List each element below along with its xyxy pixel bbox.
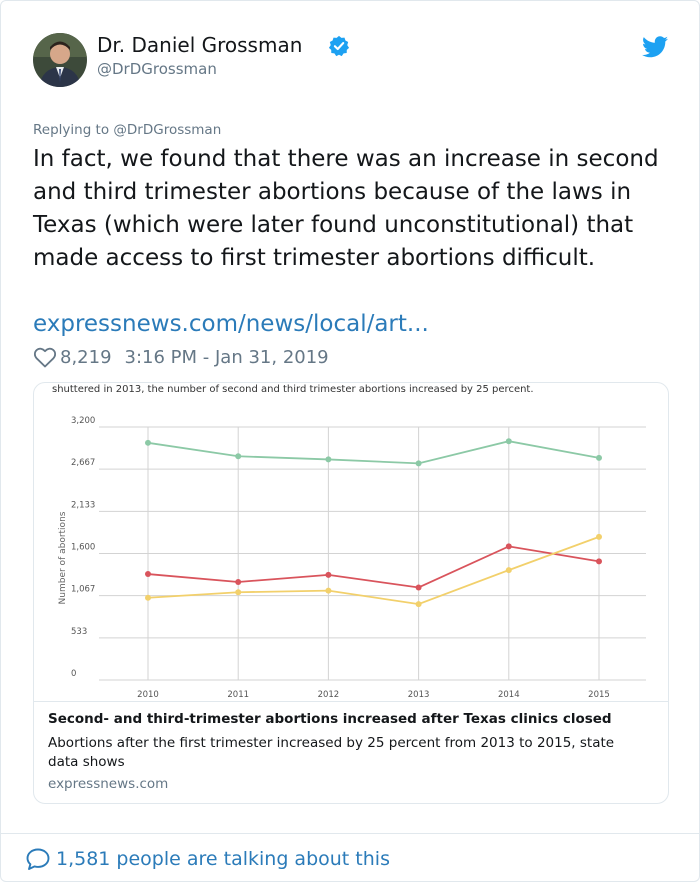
conversation-link[interactable] bbox=[25, 846, 390, 872]
y-tick-label: 2,133 bbox=[71, 500, 96, 511]
y-axis-label: Number of abortions bbox=[58, 511, 68, 605]
data-point bbox=[145, 571, 151, 577]
card-title[interactable]: Second- and third-trimester abortions increased after Texas clinics closed bbox=[48, 711, 612, 727]
y-tick-label: 0 bbox=[71, 669, 77, 679]
tweet-link[interactable]: expressnews.com/news/local/art... bbox=[33, 311, 429, 337]
chart-grid bbox=[99, 427, 646, 680]
x-tick-label: 2012 bbox=[317, 690, 340, 700]
x-tick-label: 2014 bbox=[497, 690, 520, 700]
series-line-3 bbox=[148, 537, 599, 604]
chart-series bbox=[145, 438, 602, 607]
author-name[interactable]: Dr. Daniel Grossman bbox=[97, 33, 303, 57]
verified-badge-icon bbox=[328, 35, 350, 57]
link-preview-card[interactable] bbox=[33, 382, 669, 804]
like-count[interactable]: 8,219 bbox=[60, 346, 112, 368]
twitter-bird-icon[interactable] bbox=[642, 36, 668, 58]
data-point bbox=[506, 567, 512, 573]
x-tick-label: 2015 bbox=[588, 690, 610, 700]
data-point bbox=[145, 595, 151, 601]
author-avatar[interactable] bbox=[33, 33, 87, 87]
data-point bbox=[145, 440, 151, 446]
data-point bbox=[596, 534, 602, 540]
x-tick-label: 2010 bbox=[137, 690, 159, 700]
data-point bbox=[235, 579, 241, 585]
data-point bbox=[235, 589, 241, 595]
chart-ticks bbox=[71, 416, 610, 700]
y-tick-label: 2,667 bbox=[71, 458, 96, 469]
card-description: Abortions after the first trimester increased by 25 percent from 2013 to 2015, state data shows bbox=[48, 735, 615, 770]
y-tick-label: 3,200 bbox=[71, 416, 96, 426]
data-point bbox=[596, 455, 602, 461]
series-line-2 bbox=[148, 546, 599, 587]
card-domain: expressnews.com bbox=[48, 776, 169, 792]
abortions-line-chart bbox=[34, 383, 668, 701]
data-point bbox=[325, 456, 331, 462]
author-handle[interactable]: @DrDGrossman bbox=[97, 60, 217, 78]
data-point bbox=[416, 460, 422, 466]
replying-to[interactable]: Replying to @DrDGrossman bbox=[33, 122, 222, 138]
tweet-text: In fact, we found that there was an increase in second and third trimester abortions because of the laws in Texas (which were later found unconstitutional) that made access to first trimester abortions difficult. bbox=[33, 146, 659, 271]
y-tick-label: 533 bbox=[71, 626, 88, 637]
y-tick-label: 1,600 bbox=[71, 542, 96, 553]
data-point bbox=[416, 584, 422, 590]
footer-divider bbox=[1, 833, 699, 834]
talking-count[interactable]: 1,581 people are talking about this bbox=[56, 848, 390, 870]
data-point bbox=[325, 588, 331, 594]
tweet-meta bbox=[33, 345, 329, 369]
data-point bbox=[506, 438, 512, 444]
series-line-1 bbox=[148, 441, 599, 463]
y-tick-label: 1,067 bbox=[71, 584, 96, 595]
data-point bbox=[416, 601, 422, 607]
tweet-timestamp[interactable]: 3:16 PM - Jan 31, 2019 bbox=[124, 346, 329, 368]
data-point bbox=[235, 453, 241, 459]
data-point bbox=[506, 543, 512, 549]
x-tick-label: 2013 bbox=[407, 690, 430, 700]
data-point bbox=[596, 558, 602, 564]
chart-caption: shuttered in 2013, the number of second and third trimester abortions increased by 25 percent. bbox=[52, 384, 534, 395]
heart-outline-icon[interactable] bbox=[33, 346, 57, 368]
x-tick-label: 2011 bbox=[227, 690, 250, 700]
speech-bubble-icon bbox=[25, 847, 51, 871]
data-point bbox=[325, 572, 331, 578]
card-divider bbox=[34, 701, 668, 702]
